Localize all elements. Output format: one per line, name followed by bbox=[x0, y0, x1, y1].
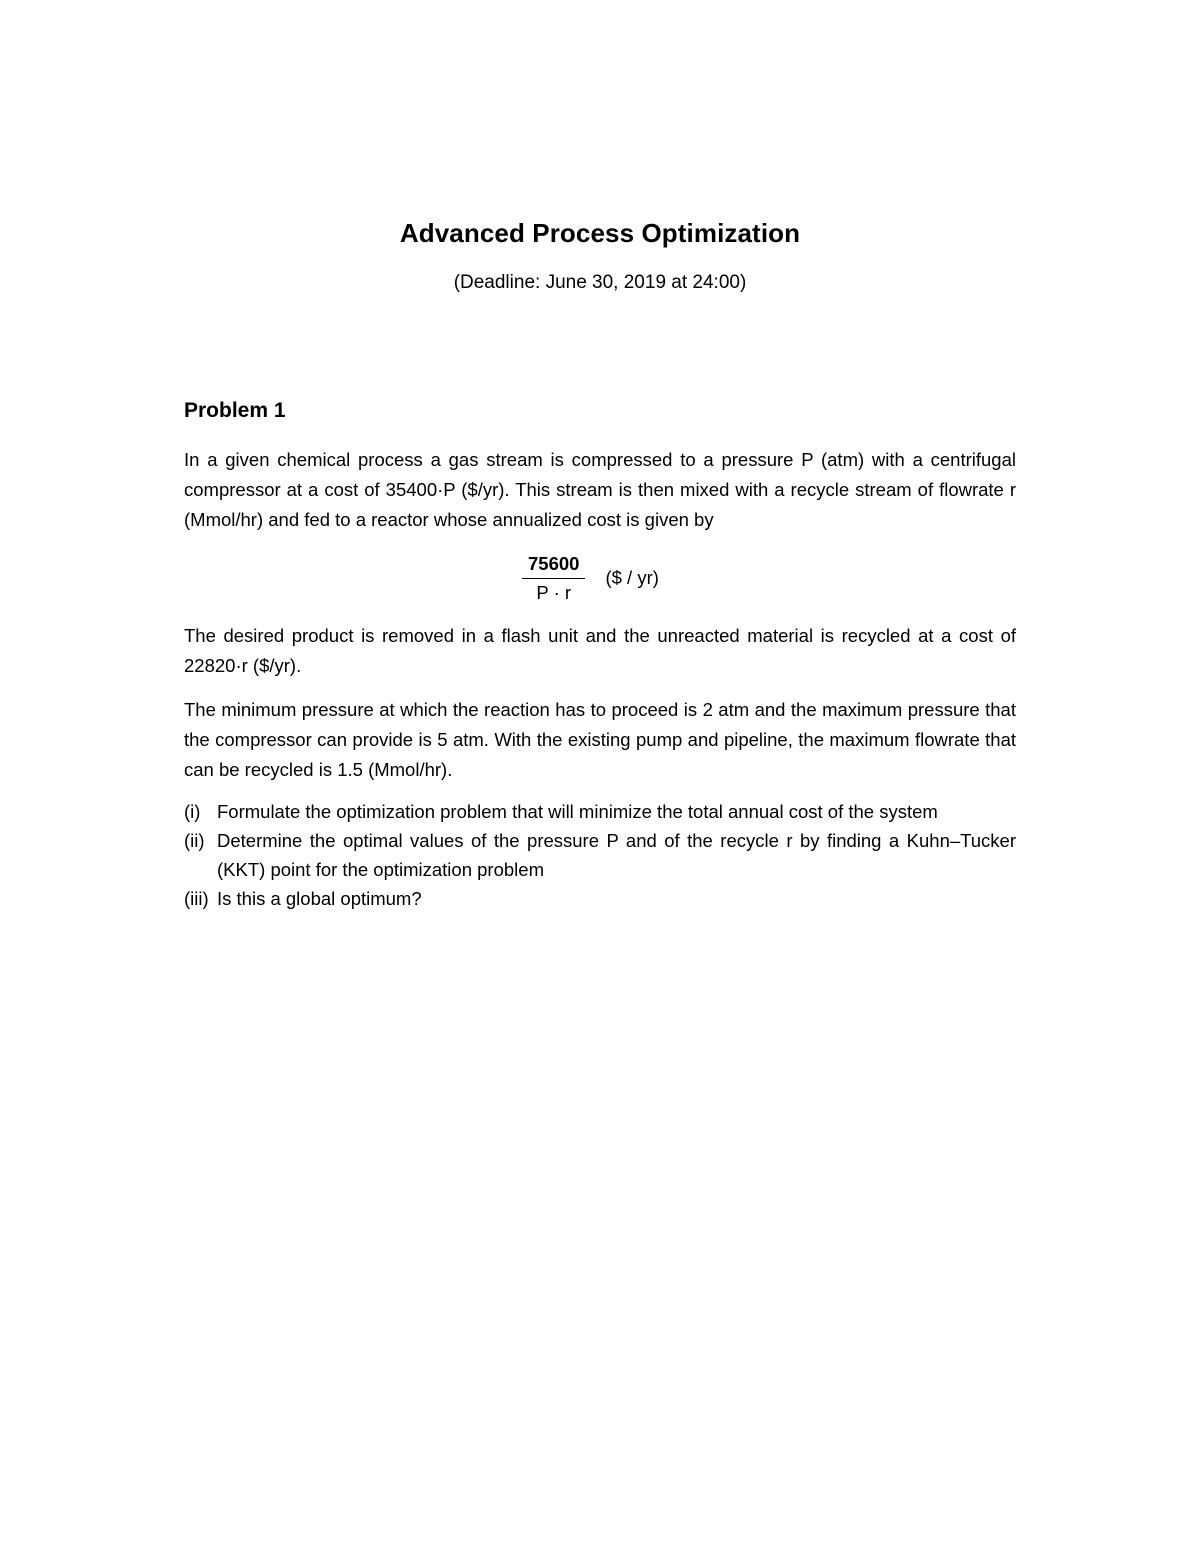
question-text: Is this a global optimum? bbox=[217, 888, 422, 909]
formula-unit: ($ / yr) bbox=[605, 567, 659, 588]
problem-paragraph-2: The desired product is removed in a flash unit and the unreacted material is recycled at a cost of 22820·r ($/yr). bbox=[184, 625, 1016, 676]
question-text: Formulate the optimization problem that will minimize the total annual cost of the system bbox=[217, 801, 938, 822]
question-item bbox=[184, 797, 1016, 826]
question-item bbox=[184, 884, 1016, 913]
problem-heading: Problem 1 bbox=[184, 399, 286, 422]
question-marker: (iii) bbox=[184, 888, 209, 909]
question-text: Determine the optimal values of the pressure P and of the recycle r by finding a Kuhn–Tucker (KKT) point for the optimization problem bbox=[217, 830, 1016, 880]
question-item bbox=[184, 826, 1016, 884]
cost-fraction bbox=[522, 552, 585, 605]
document-title: Advanced Process Optimization bbox=[399, 218, 801, 248]
cost-formula bbox=[522, 548, 659, 608]
question-marker: (i) bbox=[184, 801, 201, 822]
question-marker: (ii) bbox=[184, 830, 205, 851]
question-list bbox=[184, 797, 1016, 913]
fraction-numerator: 75600 bbox=[522, 552, 585, 579]
fraction-denominator: P · r bbox=[536, 581, 572, 603]
problem-paragraph-3: The minimum pressure at which the reaction has to proceed is 2 atm and the maximum pressure that the compressor can provide is 5 atm. With the existing pump and pipeline, the maximum flowrate that can be recycled is 1.5 (Mmol/hr). bbox=[184, 699, 1016, 780]
deadline-note: (Deadline: June 30, 2019 at 24:00) bbox=[453, 272, 747, 293]
problem-paragraph-1: In a given chemical process a gas stream is compressed to a pressure P (atm) with a centrifugal compressor at a cost of 35400·P ($/yr). This stream is then mixed with a recycle stream of flowrate r (Mmol/hr) and fed to a reactor whose annualized cost is given by bbox=[184, 449, 1016, 530]
